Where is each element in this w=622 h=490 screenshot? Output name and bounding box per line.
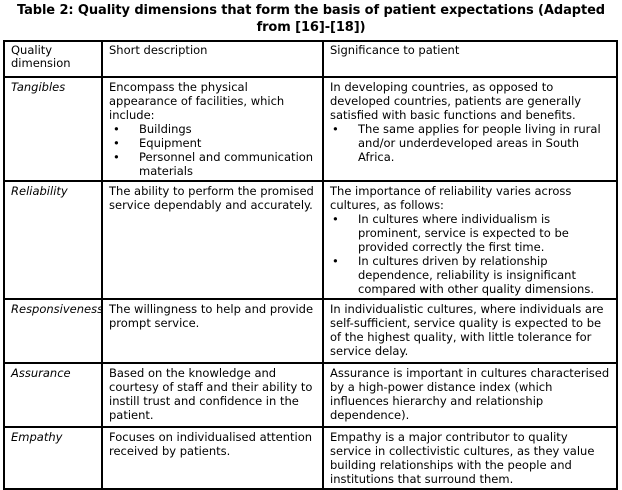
description-cell: [102, 427, 323, 489]
significance-text: Empathy is a major contributor to quality service in collectivistic cultures, as they value building relationships with the people and institutions that surround them.: [330, 430, 595, 486]
significance-cell: [323, 363, 617, 427]
significance-text: In individualistic cultures, where individuals are self-sufficient, service quality is expected to be of the highest quality, with little tolerance for service delay.: [330, 302, 604, 358]
bullet-item: • In cultures where individualism is prominent, service is expected to be provided correctly the first time.: [358, 212, 612, 254]
description-text: Encompass the physical appearance of facilities, which include:: [109, 80, 285, 122]
significance-bullet-list: [330, 212, 612, 296]
bullet-item: • The same applies for people living in rural and/or underdeveloped areas in South Africa.: [358, 122, 612, 164]
significance-cell: [323, 181, 617, 299]
description-bullet-list: [109, 122, 318, 178]
header-quality-dimension: Quality dimension: [4, 41, 102, 77]
table-row: [4, 363, 617, 427]
dimension-responsiveness: Responsiveness: [4, 299, 102, 363]
description-cell: [102, 363, 323, 427]
description-text: The willingness to help and provide prompt service.: [109, 302, 314, 330]
description-cell: [102, 181, 323, 299]
description-text: The ability to perform the promised service dependably and accurately.: [109, 184, 314, 212]
header-short-description: Short description: [102, 41, 323, 77]
dimension-tangibles: Tangibles: [4, 77, 102, 181]
header-significance: Significance to patient: [323, 41, 617, 77]
bullet-item: • Personnel and communication materials: [139, 150, 318, 178]
dimension-empathy: Empathy: [4, 427, 102, 489]
table-row: [4, 427, 617, 489]
significance-text: In developing countries, as opposed to developed countries, patients are generally satisfied with basic functions and benefits.: [330, 80, 582, 122]
bullet-item: • In cultures driven by relationship dependence, reliability is insignificant compared with other quality dimensions.: [358, 254, 612, 296]
bullet-item: • Buildings: [139, 122, 318, 136]
description-cell: [102, 299, 323, 363]
significance-cell: [323, 299, 617, 363]
description-text: Based on the knowledge and courtesy of staff and their ability to instill trust and confidence in the patient.: [109, 366, 313, 422]
significance-cell: [323, 77, 617, 181]
significance-bullet-list: [330, 122, 612, 164]
significance-cell: [323, 427, 617, 489]
table-row: [4, 77, 617, 181]
table-row: [4, 299, 617, 363]
dimension-reliability: Reliability: [4, 181, 102, 299]
dimension-assurance: Assurance: [4, 363, 102, 427]
quality-dimensions-table: [3, 40, 618, 490]
significance-text: The importance of reliability varies across cultures, as follows:: [330, 184, 572, 212]
table-caption: Table 2: Quality dimensions that form the basis of patient expectations (Adapted from [16]-[18]): [16, 3, 605, 35]
significance-text: Assurance is important in cultures characterised by a high-power distance index (which influences hierarchy and relationship dependence).: [330, 366, 610, 422]
description-cell: [102, 77, 323, 181]
table-header-row: [4, 41, 617, 77]
description-text: Focuses on individualised attention received by patients.: [109, 430, 313, 458]
bullet-item: • Equipment: [139, 136, 318, 150]
table-row: [4, 181, 617, 299]
